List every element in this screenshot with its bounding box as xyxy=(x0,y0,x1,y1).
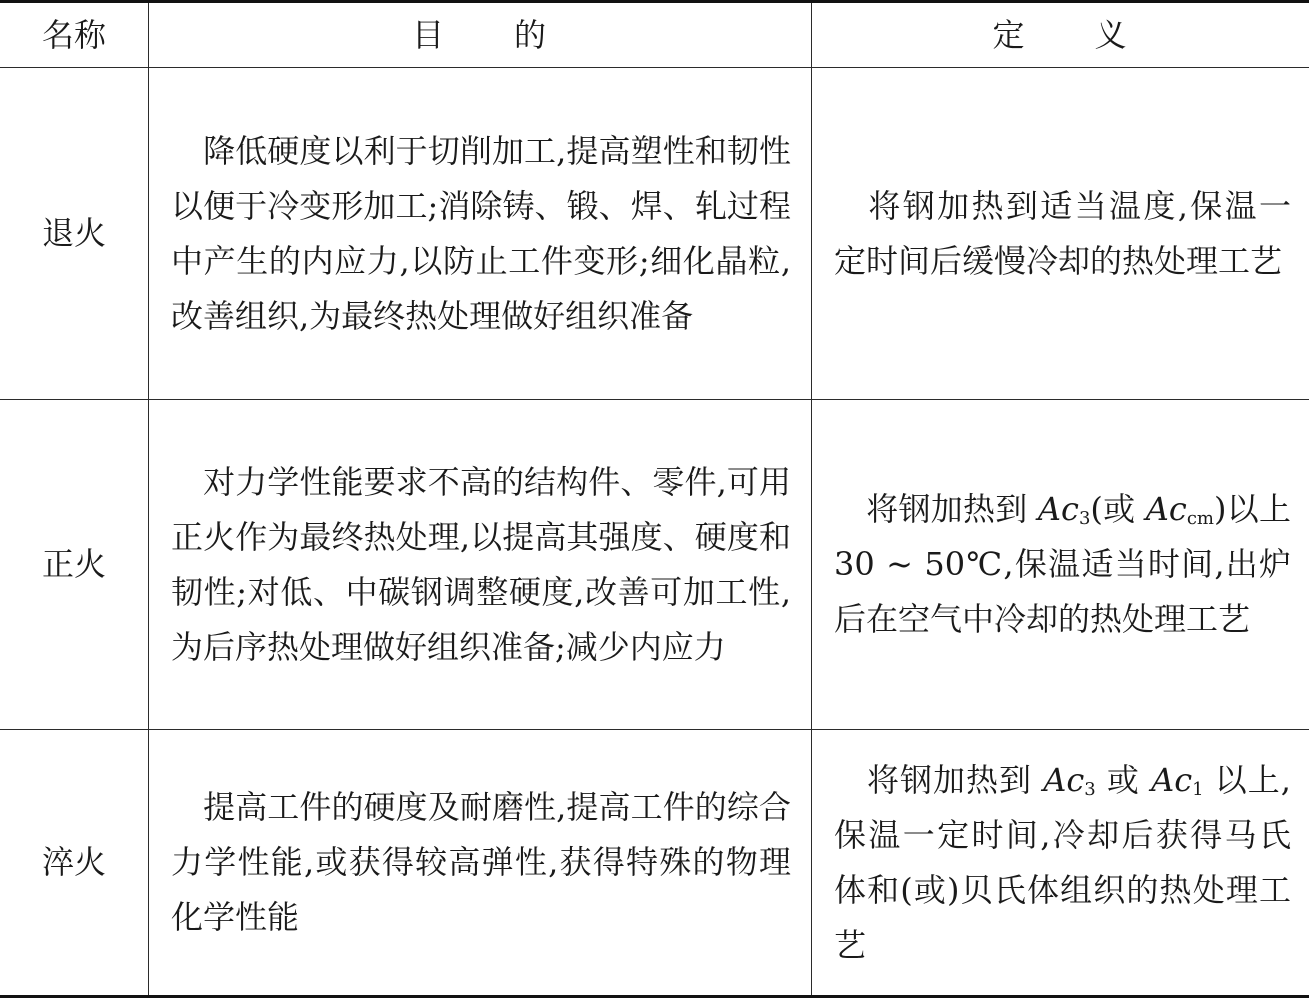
formula-ac: Ac xyxy=(1151,761,1192,799)
formula-sub: 3 xyxy=(1079,508,1090,529)
row-name: 退火 xyxy=(0,68,149,400)
formula-ac: Ac xyxy=(1043,761,1084,799)
row-name: 正火 xyxy=(0,400,149,730)
row-definition xyxy=(812,730,1309,997)
def-text-part: 或 xyxy=(1096,761,1151,799)
table-row xyxy=(0,400,1309,730)
formula-sub: cm xyxy=(1187,508,1214,529)
def-text-part: 将钢加热到 xyxy=(866,490,1038,528)
row-definition-text: 将钢加热到适当温度,保温一定时间后缓慢冷却的热处理工艺 xyxy=(834,187,1291,280)
table-header-row xyxy=(0,2,1309,68)
row-purpose-text: 对力学性能要求不高的结构件、零件,可用正火作为最终热处理,以提高其强度、硬度和韧性;对低、中碳钢调整硬度,改善可加工性,为后序热处理做好组织准备;减少内应力 xyxy=(171,463,791,666)
table-row xyxy=(0,68,1309,400)
header-purpose: 目 的 xyxy=(149,2,812,68)
row-purpose xyxy=(149,400,812,730)
formula-ac: Ac xyxy=(1146,490,1187,528)
row-purpose-text: 提高工件的硬度及耐磨性,提高工件的综合力学性能,或获得较高弹性,获得特殊的物理化学性能 xyxy=(171,788,791,936)
def-text-part: (或 xyxy=(1090,490,1145,528)
formula-ac: Ac xyxy=(1038,490,1079,528)
row-purpose xyxy=(149,730,812,997)
row-definition xyxy=(812,400,1309,730)
formula-sub: 3 xyxy=(1084,779,1095,800)
row-definition xyxy=(812,68,1309,400)
table-row xyxy=(0,730,1309,997)
header-definition: 定 义 xyxy=(812,2,1309,68)
def-text-part: )以上 30 ~ 50℃,保温适当时间,出炉后在空气中冷却的热处理工艺 xyxy=(834,490,1291,638)
header-name: 名称 xyxy=(0,2,149,68)
def-text-part: 将钢加热到 xyxy=(866,761,1043,799)
row-purpose xyxy=(149,68,812,400)
row-purpose-text: 降低硬度以利于切削加工,提高塑性和韧性以便于冷变形加工;消除铸、锻、焊、轧过程中产生的内应力,以防止工件变形;细化晶粒,改善组织,为最终热处理做好组织准备 xyxy=(171,132,791,335)
row-name: 淬火 xyxy=(0,730,149,997)
def-text-part: 以上,保温一定时间,冷却后获得马氏体和(或)贝氏体组织的热处理工艺 xyxy=(834,761,1291,964)
formula-sub: 1 xyxy=(1192,779,1203,800)
